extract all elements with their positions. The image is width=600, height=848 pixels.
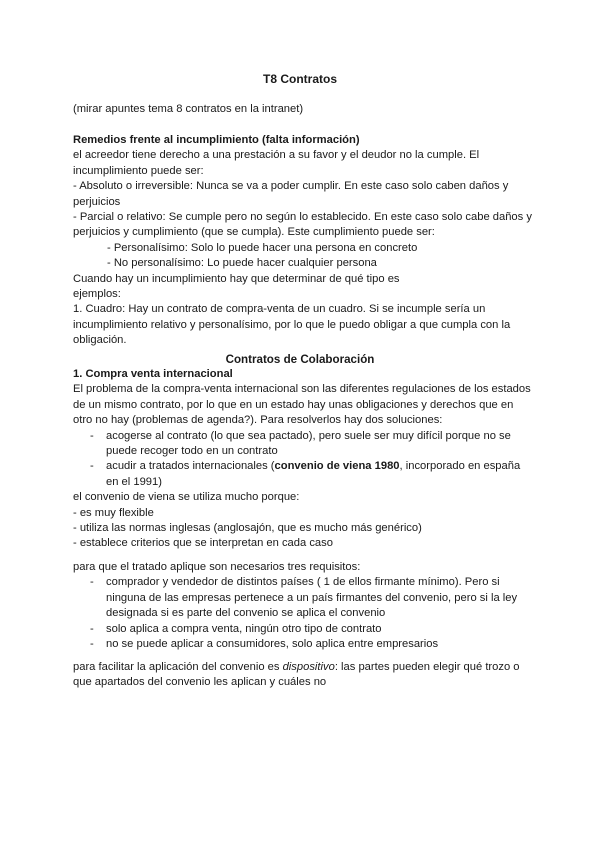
list-item (73, 637, 535, 652)
convenio-viena-bold: convenio de viena 1980 (274, 460, 400, 473)
absoluto-item: - Absoluto o irreversible: Nunca se va a poder cumplir. En este caso solo caben daños y perjuicios (73, 180, 509, 208)
dash-bullet: - (90, 638, 94, 651)
requisito-1: comprador y vendedor de distintos países ( 1 de ellos firmante mínimo). Pero si ninguna de las empresas pertenece a un país firmantes del convenio, pero si la ley designada si es parte del convenio se aplica el convenio (106, 576, 518, 620)
facilitar-end: : las partes pueden elegir qué trozo o que apartados del convenio les aplican y cuáles no (73, 661, 520, 689)
facilitar-start: para facilitar la aplicación del convenio es (73, 661, 283, 673)
dash-bullet: - (90, 429, 94, 442)
facilitar-text (73, 660, 535, 691)
requisitos-list (73, 575, 535, 652)
remedios-intro: el acreedor tiene derecho a una prestación a su favor y el deudor no la cumple. El incumplimiento puede ser: (73, 149, 480, 177)
personalisimo-item: - Personalísimo: Solo lo puede hacer una persona en concreto (107, 241, 418, 254)
solucion-1: acogerse al contrato (lo que sea pactado), pero suele ser muy difícil porque no se puede recoger todo en un contrato (106, 429, 511, 458)
viena-reason-1: - es muy flexible (73, 506, 154, 519)
list-item (73, 459, 535, 490)
dispositivo-italic: dispositivo (282, 661, 335, 673)
problema-text: El problema de la compra-venta internacional son las diferentes regulaciones de los estados de un mismo contrato, por lo que en un estado hay unas obligaciones y derechos que en otro no hay (problemas de agenda?). Para resolverlos hay dos soluciones: (73, 383, 531, 427)
dash-bullet: - (90, 622, 94, 635)
soluciones-list (73, 429, 535, 491)
requisito-3: no se puede aplicar a consumidores, solo aplica entre empresarios (106, 638, 439, 651)
viena-reason-3: - establece criterios que se interpretan en cada caso (73, 537, 333, 550)
viena-intro: el convenio de viena se utiliza mucho porque: (73, 491, 300, 504)
remedios-heading: Remedios frente al incumplimiento (falta información) (73, 134, 360, 146)
parcial-item: - Parcial o relativo: Se cumple pero no según lo establecido. En este caso solo cabe daños y perjuicios y cumplimiento (que se cumpla). Este cumplimiento puede ser: (73, 211, 532, 239)
requisito-2: solo aplica a compra venta, ningún otro tipo de contrato (106, 622, 382, 635)
compra-venta-subheading: 1. Compra venta internacional (73, 368, 233, 380)
requisitos-section (73, 560, 535, 652)
ejemplos-label: ejemplos: (73, 288, 121, 301)
list-item (73, 575, 535, 621)
no-personalisimo-item: - No personalísimo: Lo puede hacer cualquier persona (107, 257, 377, 270)
solucion-2-end: , incorporado en españa en el 1991) (106, 460, 521, 488)
colaboracion-section (73, 367, 535, 552)
intranet-note (73, 102, 535, 117)
determinar-text: Cuando hay un incumplimiento hay que determinar de qué tipo es (73, 272, 400, 285)
requisitos-intro: para que el tratado aplique son necesarios tres requisitos: (73, 561, 361, 573)
dash-bullet: - (90, 576, 94, 589)
solucion-2-start: acudir a tratados internacionales ( (106, 460, 275, 473)
viena-reason-2: - utiliza las normas inglesas (anglosajón, que es mucho más genérico) (73, 522, 422, 535)
colaboracion-heading: Contratos de Colaboración (225, 353, 375, 366)
list-item (73, 622, 535, 637)
list-item (73, 429, 535, 460)
page-title: T8 Contratos (262, 72, 337, 86)
note-text: (mirar apuntes tema 8 contratos en la intranet) (73, 103, 304, 115)
facilitar-section (73, 660, 535, 691)
dash-bullet: - (90, 460, 94, 473)
remedios-section (73, 133, 535, 349)
cuadro-example: 1. Cuadro: Hay un contrato de compra-venta de un cuadro. Si se incumple sería un incumplimiento relativo y personalísimo, por lo que le puedo obligar a que cumpla con la obligación. (73, 303, 511, 347)
